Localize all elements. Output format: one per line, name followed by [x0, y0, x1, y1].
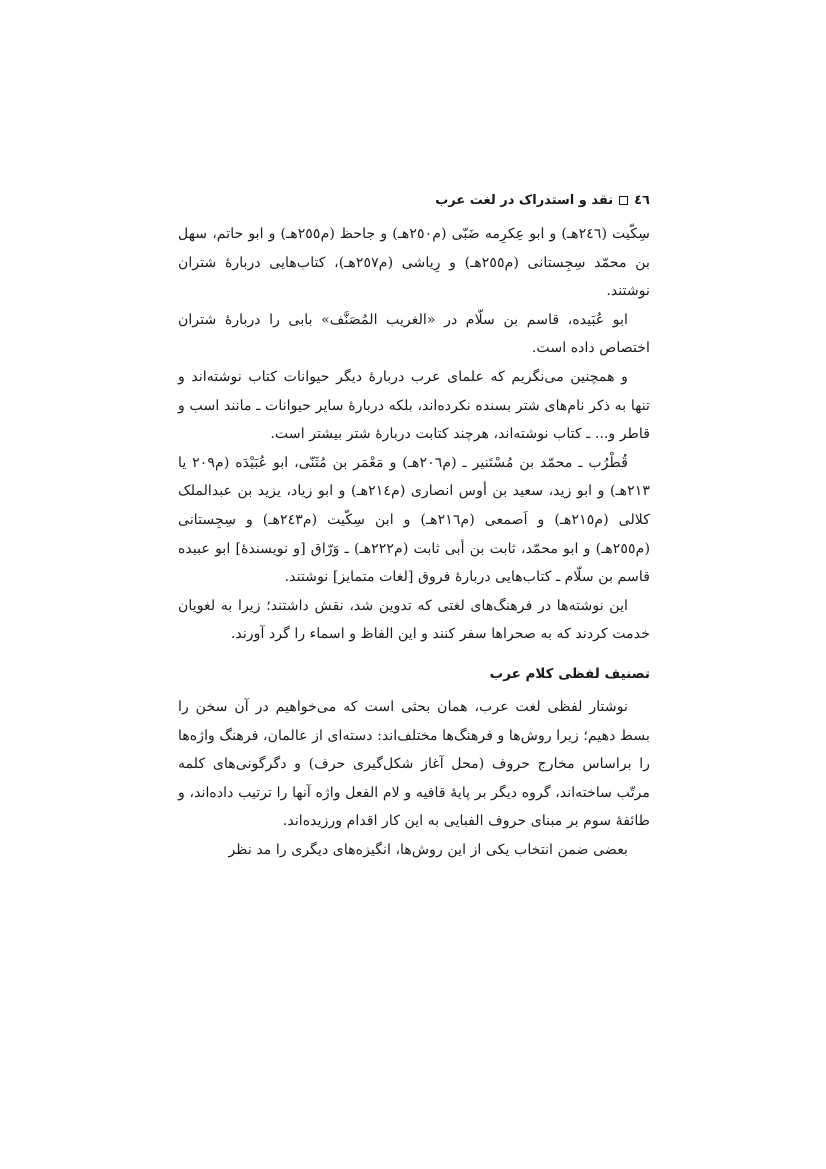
paragraph: ابو عُبَیده، قاسم بن سلّام در «الغریب المُصَنَّف» بابی را دربارهٔ شتران اختصاص داده است.: [178, 311, 650, 357]
page-number: ٤٦: [634, 192, 650, 208]
running-title: نقد و استدراک در لغت عرب: [435, 192, 614, 208]
paragraph: این نوشته‌ها در فرهنگ‌های لغتی که تدوین شد، نقش داشتند؛ زیرا به لغویان خدمت کردند که به صحراها سفر کنند و این الفاظ و اسماء را گرد آورند.: [178, 597, 650, 643]
paragraph: نوشتار لفظی لغت عرب، همان بحثی است که می‌خواهیم در آن سخن را بسط دهیم؛ زیرا روش‌ها و فرهنگ‌ها مختلف‌اند: دسته‌ای از عالمان، فرهنگ واژه‌ها را براساس مخارج حروف (محل آغاز شکل‌گیری حرف) و دگرگونی‌های کلمه مرتّب ساخته‌اند، گروه دیگر بر پایهٔ قافیه و لام الفعل واژه آنها را ترتیب داده‌اند، و طائفهٔ سوم بر مبنای حروف الفبایی به این کار اقدام ورزیده‌اند.: [178, 698, 650, 830]
square-bullet-icon: [619, 196, 628, 205]
paragraph: بعضی ضمن انتخاب یکی از این روش‌ها، انگیزه‌های دیگری را مد نظر: [228, 841, 628, 858]
paragraph: سِکّیت (٢٤٦هـ) و ابو عِکرِمه ضَبّی (م٢٥٠هـ) و جاحظ (م٢٥٥هـ) و ابو حاتم، سهل بن محمّد سِجِستانی (م٢٥٥هـ) و رِیاشی (م٢٥٧هـ)، کتاب‌هایی دربارهٔ شتران نوشتند.: [178, 226, 650, 300]
section-heading: تصنیف لفظی کلام عرب: [489, 665, 650, 682]
book-page: [178, 190, 650, 864]
paragraph: قُطْرُب ـ محمّد بن مُسْتَنیر ـ (م٢٠٦هـ) و مَعْمَر بن مُثَنّی، ابو عُبَیْدَه (م٢٠٩ یا ٢١٣هـ) و ابو زید، سعید بن أوس انصاری (م٢١٤هـ) و ابو زیاد، یزید بن عبدالملک کلالی (م٢١٥هـ) و اَصمعی (م٢١٦هـ) و ابن سِکّیت (م٢٤٣هـ) و سِجِستانی (م٢٥٥هـ) و ابو محمّد، ثابت بن أبی ثابت (م٢٢٢هـ) ـ وَرّاق [و نویسندهٔ] ابو عبیده قاسم بن سلّام ـ کتاب‌هایی دربارهٔ فروق [لغات متمایز] نوشتند.: [178, 454, 651, 586]
paragraph: و همچنین می‌نگریم که علمای عرب دربارهٔ دیگر حیوانات کتاب نوشته‌اند و تنها به ذکر نام‌های شتر بسنده نکرده‌اند، بلکه دربارهٔ سایر حیوانات ـ مانند اسب و قاطر و... ـ کتاب نوشته‌اند، هرچند کتابت دربارهٔ شتر بیشتر است.: [178, 368, 650, 443]
running-header: [178, 190, 650, 210]
